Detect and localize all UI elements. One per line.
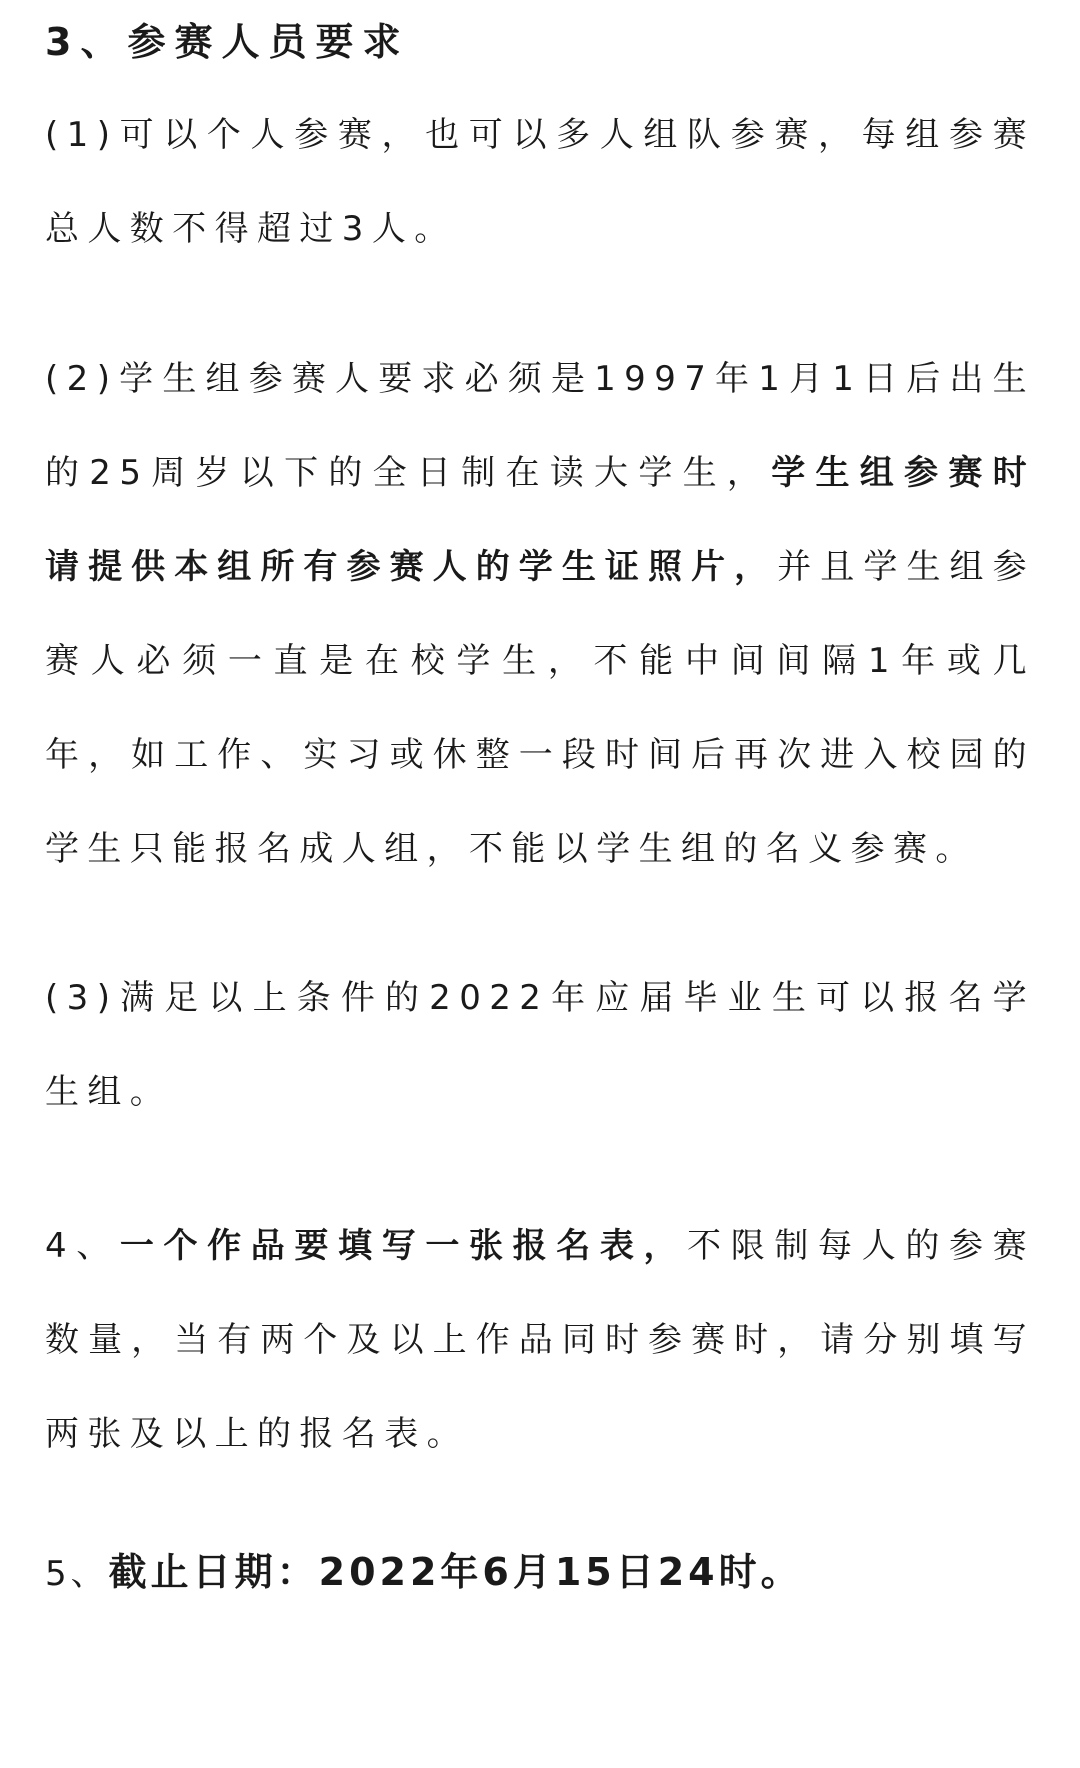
paragraph-item-2 bbox=[45, 332, 1035, 896]
item-4-bold-text: 一个作品要填写一张报名表， bbox=[119, 1226, 688, 1266]
paragraph-item-1 bbox=[45, 88, 1035, 276]
paragraph-item-4 bbox=[45, 1199, 1035, 1481]
item-3-text: (3)满足以上条件的2022年应届毕业生可以报名学生组。 bbox=[45, 978, 1035, 1112]
item-2-bold-text: 学生组参赛时请提供本组所有参赛人的学生证照片， bbox=[45, 453, 1035, 587]
paragraph-item-3 bbox=[45, 951, 1035, 1139]
item-5-deadline: 截止日期：2022年6月15日24时。 bbox=[108, 1550, 803, 1594]
item-2-text-a: (2)学生组参赛人要求必须是1997年1月1日后出生的25周岁以下的全日制在读大学生， bbox=[45, 359, 1035, 493]
item-2-text-b: 并且学生组参赛人必须一直是在校学生，不能中间间隔1年或几年，如工作、实习或休整一段时间后再次进入校园的学生只能报名成人组，不能以学生组的名义参赛。 bbox=[45, 547, 1035, 869]
paragraph-item-5 bbox=[45, 1525, 1035, 1621]
item-1-text: (1)可以个人参赛，也可以多人组队参赛，每组参赛总人数不得超过3人。 bbox=[45, 115, 1035, 249]
section-heading: 3、参赛人员要求 bbox=[45, 20, 410, 64]
item-4-text: 不限制每人的参赛数量，当有两个及以上作品同时参赛时，请分别填写两张及以上的报名表。 bbox=[45, 1226, 1035, 1454]
item-4-prefix: 4、 bbox=[45, 1226, 120, 1266]
item-5-prefix: 5、 bbox=[45, 1554, 109, 1594]
